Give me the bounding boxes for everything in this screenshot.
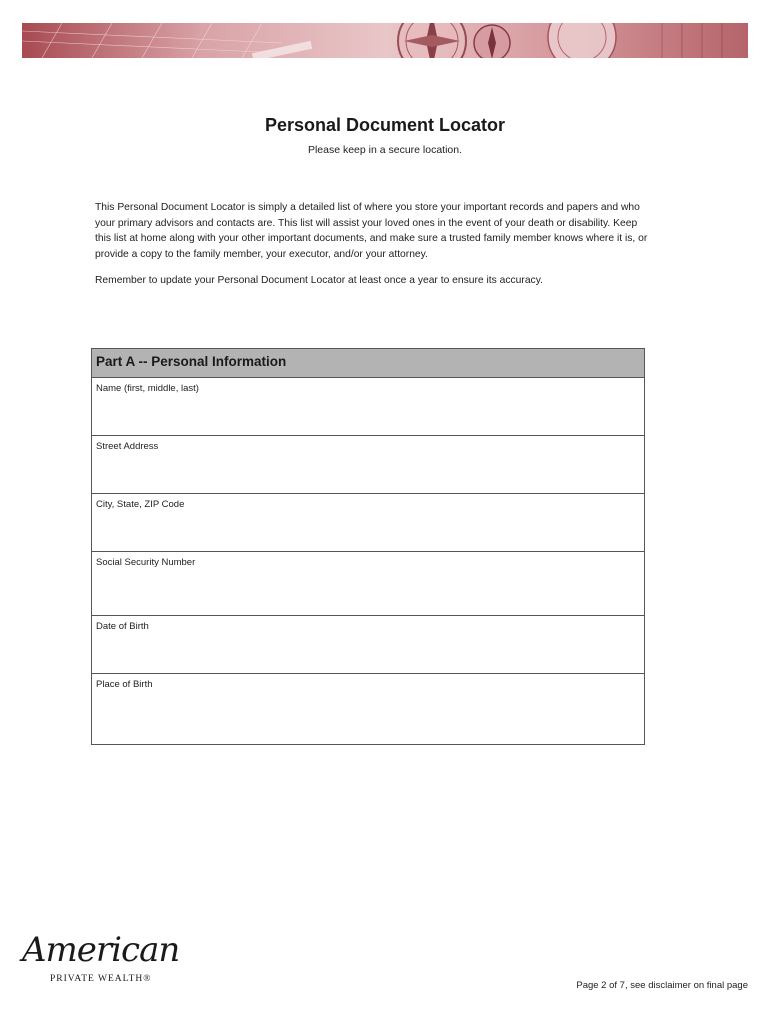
city-state-zip-value[interactable] — [96, 514, 644, 526]
date-of-birth-label: Date of Birth — [96, 621, 149, 632]
street-address-value[interactable] — [96, 456, 644, 468]
place-of-birth-value[interactable] — [96, 694, 644, 706]
name-field[interactable] — [92, 378, 644, 436]
ssn-value[interactable] — [96, 572, 644, 584]
page-number-note: Page 2 of 7, see disclaimer on final page — [576, 980, 748, 991]
name-field-label: Name (first, middle, last) — [96, 383, 199, 394]
banner-image — [22, 23, 748, 58]
header-banner — [22, 23, 748, 58]
page-subtitle: Please keep in a secure location. — [307, 144, 463, 156]
place-of-birth-field[interactable] — [92, 674, 644, 744]
company-logo — [22, 930, 192, 990]
city-state-zip-field[interactable] — [92, 494, 644, 552]
logo-subtitle: PRIVATE WEALTH® — [50, 974, 152, 984]
intro-paragraph: This Personal Document Locator is simply a detailed list of where you store your important records and papers and who your primary advisors and contacts are. This list will assist your loved ones in the event of your death or disability. Keep this list at home along with your other important documents, and make sure a trusted family member knows where it is, or provide a copy to the family member, your executor, and/or your attorney. — [95, 202, 648, 260]
ssn-label: Social Security Number — [96, 557, 196, 568]
date-of-birth-field[interactable] — [92, 616, 644, 674]
street-address-label: Street Address — [96, 441, 159, 452]
date-of-birth-value[interactable] — [96, 636, 644, 648]
street-address-field[interactable] — [92, 436, 644, 494]
page-title: Personal Document Locator — [264, 115, 506, 135]
name-field-value[interactable] — [96, 398, 644, 410]
ssn-field[interactable] — [92, 552, 644, 616]
place-of-birth-label: Place of Birth — [96, 679, 153, 690]
section-header-part-a: Part A -- Personal Information — [92, 349, 644, 378]
city-state-zip-label: City, State, ZIP Code — [96, 499, 185, 510]
reminder-paragraph: Remember to update your Personal Document Locator at least once a year to ensure its accuracy. — [95, 275, 543, 286]
personal-information-form — [91, 348, 645, 745]
logo-wordmark: American — [22, 930, 180, 970]
